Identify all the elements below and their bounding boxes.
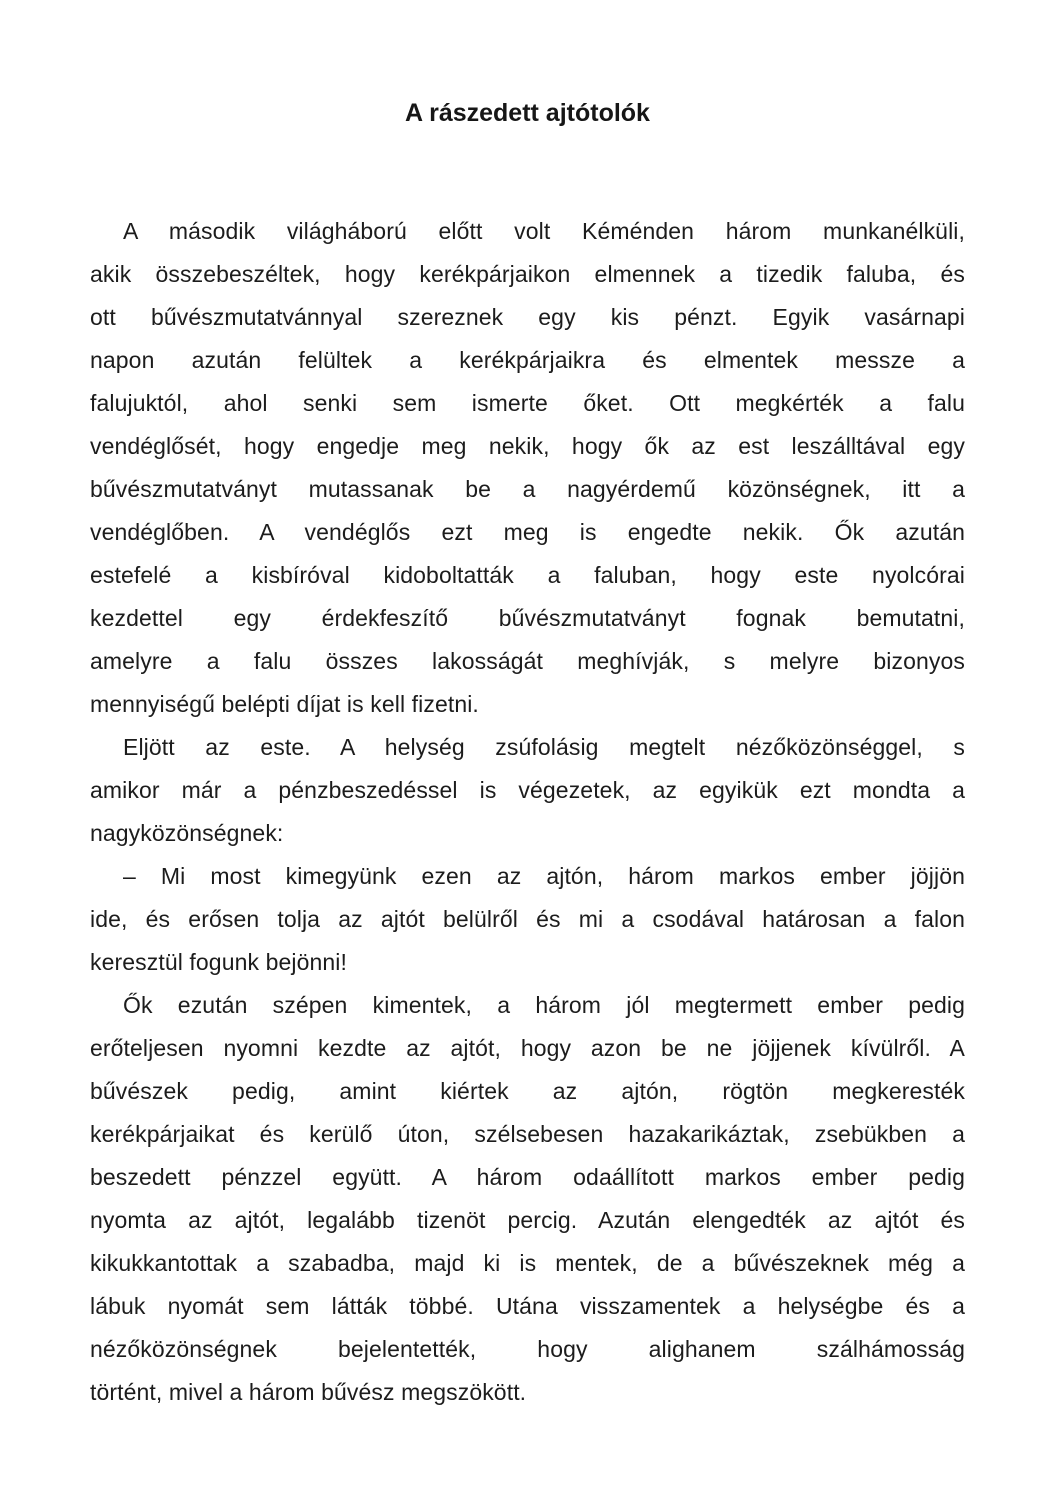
text-line: vendéglősét, hogy engedje meg nekik, hogy ők az est leszálltával egy xyxy=(90,433,965,459)
paragraph xyxy=(90,984,965,1414)
text-line: nézőközönségnek bejelentették, hogy alighanem szálhámosság xyxy=(90,1336,965,1362)
text-line: kezdettel egy érdekfeszítő bűvészmutatványt fognak bemutatni, xyxy=(90,605,965,631)
text-line: napon azután felültek a kerékpárjaikra és elmentek messze a xyxy=(90,347,965,373)
text-line: keresztül fogunk bejönni! xyxy=(90,949,347,975)
text-line: erőteljesen nyomni kezdte az ajtót, hogy azon be ne jöjjenek kívülről. A xyxy=(90,1035,965,1061)
paragraph xyxy=(90,726,965,855)
document-body xyxy=(90,210,965,1414)
text-line: mennyiségű belépti díjat is kell fizetni. xyxy=(90,691,479,717)
paragraph xyxy=(90,210,965,726)
text-line: Eljött az este. A helység zsúfolásig megtelt nézőközönséggel, s xyxy=(123,734,965,760)
text-line: ide, és erősen tolja az ajtót belülről és mi a csodával határosan a falon xyxy=(90,906,965,932)
text-line: lábuk nyomát sem látták többé. Utána visszamentek a helységbe és a xyxy=(90,1293,965,1319)
text-line: beszedett pénzzel együtt. A három odaállított markos ember pedig xyxy=(90,1164,965,1190)
text-line: nyomta az ajtót, legalább tizenöt percig. Azután elengedték az ajtót és xyxy=(90,1207,965,1233)
paragraph xyxy=(90,855,965,984)
text-line: ott bűvészmutatvánnyal szereznek egy kis pénzt. Egyik vasárnapi xyxy=(90,304,965,330)
text-line: amikor már a pénzbeszedéssel is végezetek, az egyikük ezt mondta a xyxy=(90,777,965,803)
text-line: amelyre a falu összes lakosságát meghívják, s melyre bizonyos xyxy=(90,648,965,674)
text-line: kerékpárjaikat és kerülő úton, szélsebesen hazakarikáztak, zsebükben a xyxy=(90,1121,965,1147)
text-line: – Mi most kimegyünk ezen az ajtón, három markos ember jöjjön xyxy=(123,863,965,889)
text-line: estefelé a kisbíróval kidoboltatták a faluban, hogy este nyolcórai xyxy=(90,562,965,588)
document-title: A rászedett ajtótolók xyxy=(405,99,650,127)
text-line: bűvészmutatványt mutassanak be a nagyérdemű közönségnek, itt a xyxy=(90,476,965,502)
text-line: A második világháború előtt volt Kéménden három munkanélküli, xyxy=(123,218,965,244)
text-line: kikukkantottak a szabadba, majd ki is mentek, de a bűvészeknek még a xyxy=(90,1250,965,1276)
text-line: vendéglőben. A vendéglős ezt meg is engedte nekik. Ők azután xyxy=(90,519,965,545)
text-line: bűvészek pedig, amint kiértek az ajtón, rögtön megkeresték xyxy=(90,1078,965,1104)
text-line: történt, mivel a három bűvész megszökött. xyxy=(90,1379,527,1405)
text-line: falujuktól, ahol senki sem ismerte őket. Ott megkérték a falu xyxy=(90,390,965,416)
text-line: nagyközönségnek: xyxy=(90,820,284,846)
text-line: akik összebeszéltek, hogy kerékpárjaikon elmennek a tizedik faluba, és xyxy=(90,261,965,287)
text-line: Ők ezután szépen kimentek, a három jól megtermett ember pedig xyxy=(123,992,965,1018)
